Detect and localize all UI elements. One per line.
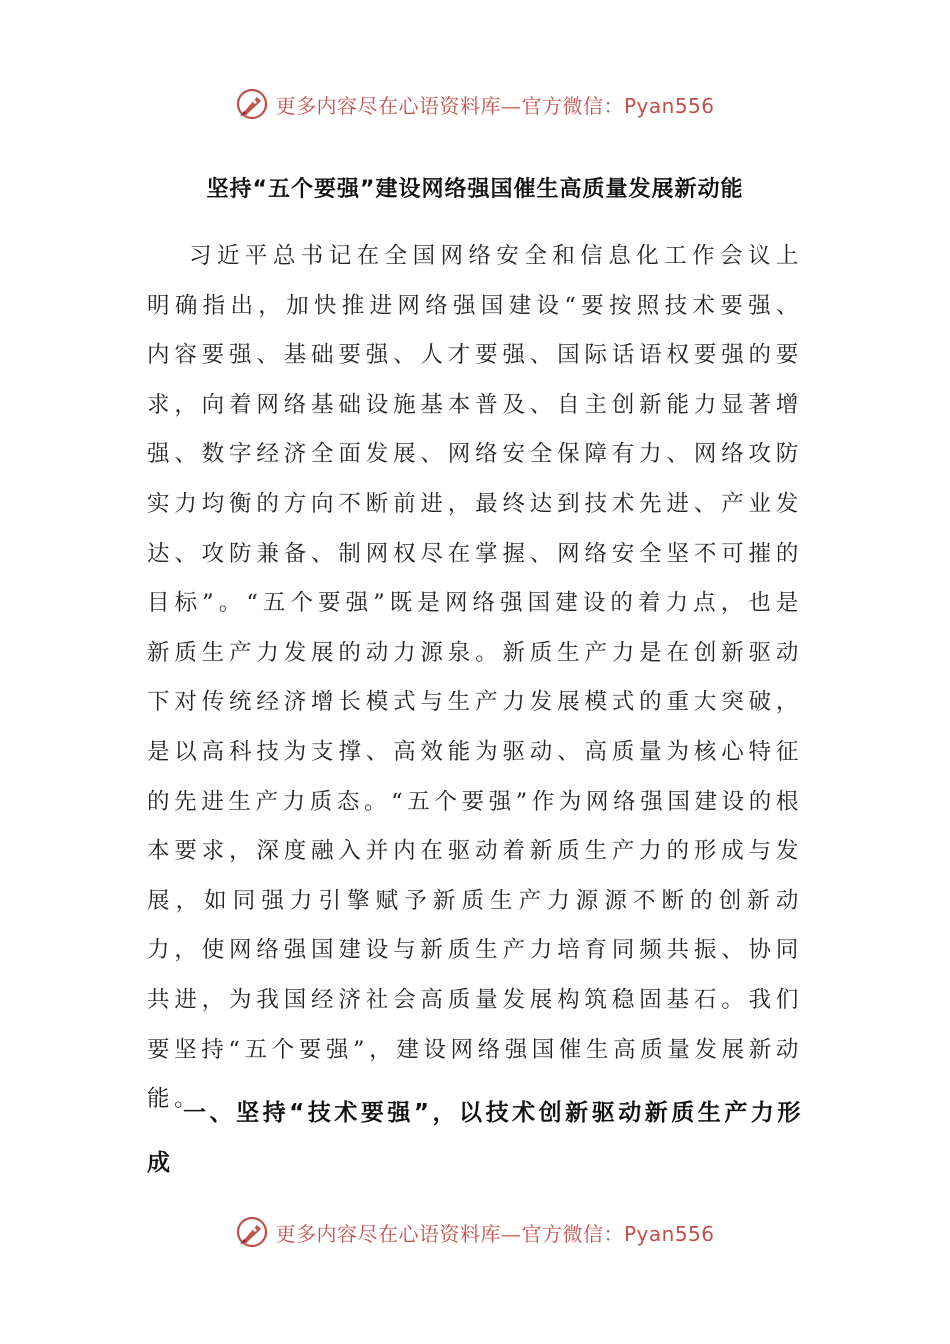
pen-nib-circle-icon — [235, 1215, 269, 1249]
pen-nib-circle-icon — [235, 87, 269, 121]
watermark-footer — [0, 1212, 950, 1252]
watermark-header — [0, 84, 950, 124]
watermark-text: 更多内容尽在心语资料库—官方微信：Pyan556 — [275, 93, 715, 118]
body-paragraph: 习近平总书记在全国网络安全和信息化工作会议上明确指出，加快推进网络强国建设“要按照技术要强、内容要强、基础要强、人才要强、国际话语权要强的要求，向着网络基础设施基本普及、自主创新能力显著增强、数字经济全面发展、网络安全保障有力、网络攻防实力均衡的方向不断前进，最终达到技术先进、产业发达、攻防兼备、制网权尽在掌握、网络安全坚不可摧的目标”。“五个要强”既是网络强国建设的着力点，也是新质生产力发展的动力源泉。新质生产力是在创新驱动下对传统经济增长模式与生产力发展模式的重大突破，是以高科技为支撑、高效能为驱动、高质量为核心特征的先进生产力质态。“五个要强”作为网络强国建设的根本要求，深度融入并内在驱动着新质生产力的形成与发展，如同强力引擎赋予新质生产力源源不断的创新动力，使网络强国建设与新质生产力培育同频共振、协同共进，为我国经济社会高质量发展构筑稳固基石。我们要坚持“五个要强”，建设网络强国催生高质量发展新动能。 — [147, 243, 803, 1113]
watermark-text: 更多内容尽在心语资料库—官方微信：Pyan556 — [275, 1221, 715, 1246]
document-title: 坚持“五个要强”建设网络强国催生高质量发展新动能 — [206, 177, 744, 202]
section-heading: 一、坚持“技术要强”，以技术创新驱动新质生产力形成 — [147, 1100, 803, 1176]
